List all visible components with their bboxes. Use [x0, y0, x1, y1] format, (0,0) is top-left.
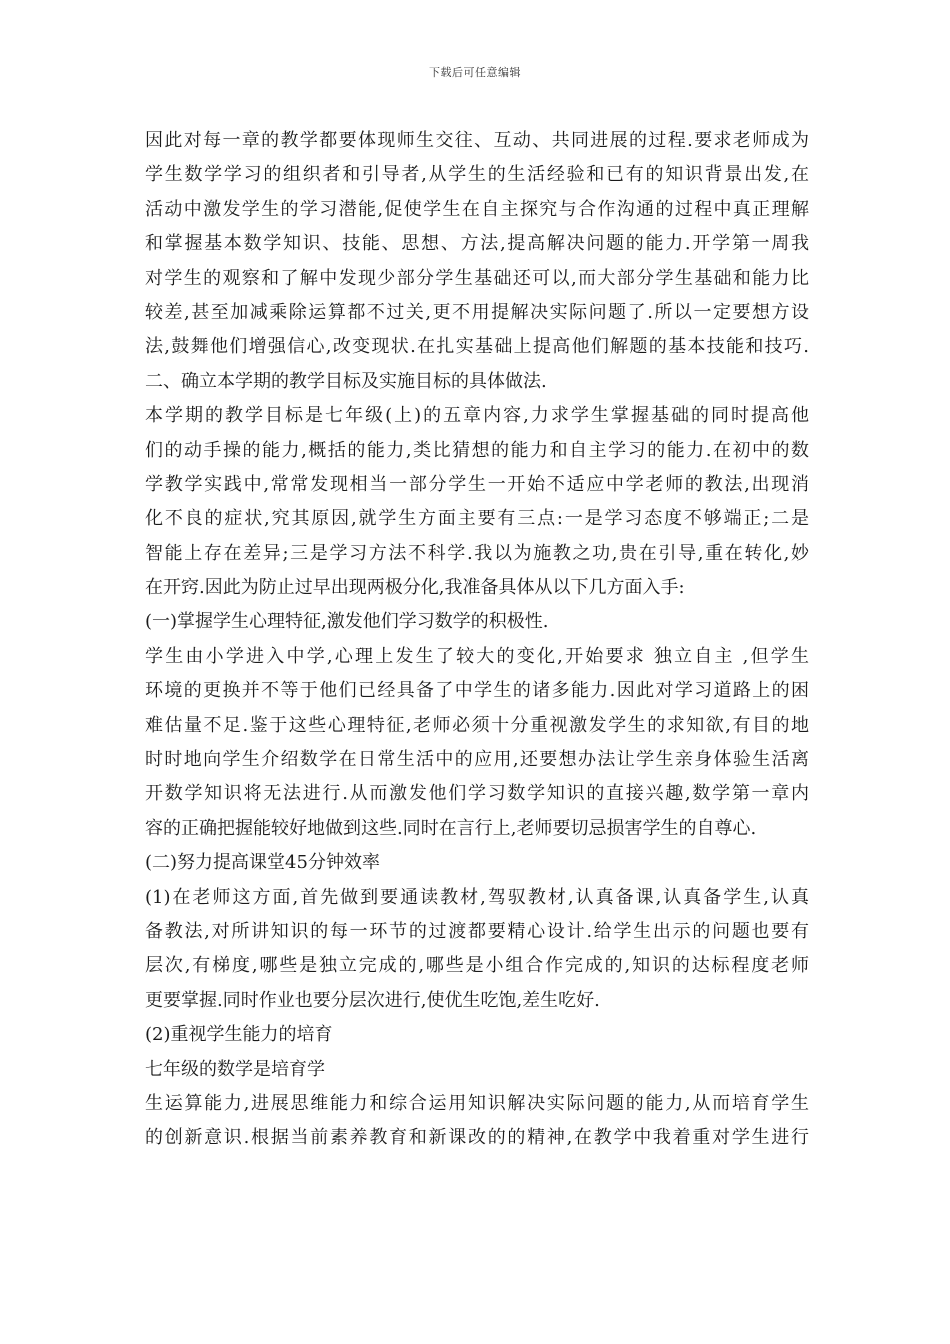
text-line: 法,鼓舞他们增强信心,改变现状.在扎实基础上提高他们解题的基本技能和技巧.	[145, 336, 809, 358]
text-line: 智能上存在差异;三是学习方法不科学.我以为施教之功,贵在引导,重在转化,妙	[145, 542, 809, 564]
text-line: 时时地向学生介绍数学在日常生活中的应用,还要想办法让学生亲身体验生活离	[145, 749, 809, 771]
text-line: 生运算能力,进展思维能力和综合运用知识解决实际问题的能力,从而培育学生	[145, 1092, 809, 1114]
text-line: 对学生的观察和了解中发现少部分学生基础还可以,而大部分学生基础和能力比	[145, 267, 809, 289]
text-line: 活动中激发学生的学习潜能,促使学生在自主探究与合作沟通的过程中真正理解	[145, 198, 809, 220]
text-line: 七年级的数学是培育学	[145, 1058, 325, 1080]
text-line: 开数学知识将无法进行.从而激发他们学习数学知识的直接兴趣,数学第一章内	[145, 783, 809, 805]
text-line: 备教法,对所讲知识的每一环节的过渡都要精心设计.给学生出示的问题也要有	[145, 920, 809, 942]
text-line: 化不良的症状,究其原因,就学生方面主要有三点:一是学习态度不够端正;二是	[145, 508, 809, 530]
text-line: 在开窍.因此为防止过早出现两极分化,我准备具体从以下几方面入手:	[145, 577, 685, 599]
page-header: 下载后可任意编辑	[429, 66, 521, 79]
text-line: (二)努力提高课堂45分钟效率	[145, 852, 380, 874]
text-line: 因此对每一章的教学都要体现师生交往、互动、共同进展的过程.要求老师成为	[145, 130, 809, 151]
text-line: 难估量不足.鉴于这些心理特征,老师必须十分重视激发学生的求知欲,有目的地	[145, 714, 809, 736]
text-line: (1)在老师这方面,首先做到要通读教材,驾驭教材,认真备课,认真备学生,认真	[145, 886, 809, 908]
text-line: 学教学实践中,常常发现相当一部分学生一开始不适应中学老师的教法,出现消	[145, 473, 809, 495]
text-line: (一)掌握学生心理特征,激发他们学习数学的积极性.	[145, 611, 549, 633]
text-line: 更要掌握.同时作业也要分层次进行,使优生吃饱,差生吃好.	[145, 989, 600, 1011]
text-line: 二、确立本学期的教学目标及实施目标的具体做法.	[145, 370, 547, 392]
text-line: 本学期的教学目标是七年级(上)的五章内容,力求学生掌握基础的同时提高他	[145, 405, 809, 427]
text-line: 们的动手操的能力,概括的能力,类比猜想的能力和自主学习的能力.在初中的数	[145, 439, 809, 461]
text-line: (2)重视学生能力的培育	[145, 1024, 333, 1046]
text-line: 的创新意识.根据当前素养教育和新课改的的精神,在教学中我着重对学生进行	[145, 1127, 809, 1149]
text-line: 容的正确把握能较好地做到这些.同时在言行上,老师要切忌损害学生的自尊心.	[145, 817, 757, 839]
text-line: 环境的更换并不等于他们已经具备了中学生的诸多能力.因此对学习道路上的困	[145, 680, 809, 702]
text-line: 较差,甚至加减乘除运算都不过关,更不用提解决实际问题了.所以一定要想方设	[145, 301, 809, 323]
text-line: 层次,有梯度,哪些是独立完成的,哪些是小组合作完成的,知识的达标程度老师	[145, 955, 809, 977]
text-line: 学生数学学习的组织者和引导者,从学生的生活经验和已有的知识背景出发,在	[145, 164, 809, 186]
text-line: 和掌握基本数学知识、技能、思想、方法,提高解决问题的能力.开学第一周我	[145, 233, 809, 255]
text-line: 学生由小学进入中学,心理上发生了较大的变化,开始要求 独立自主 ,但学生	[145, 645, 809, 667]
body-text	[145, 124, 809, 1156]
